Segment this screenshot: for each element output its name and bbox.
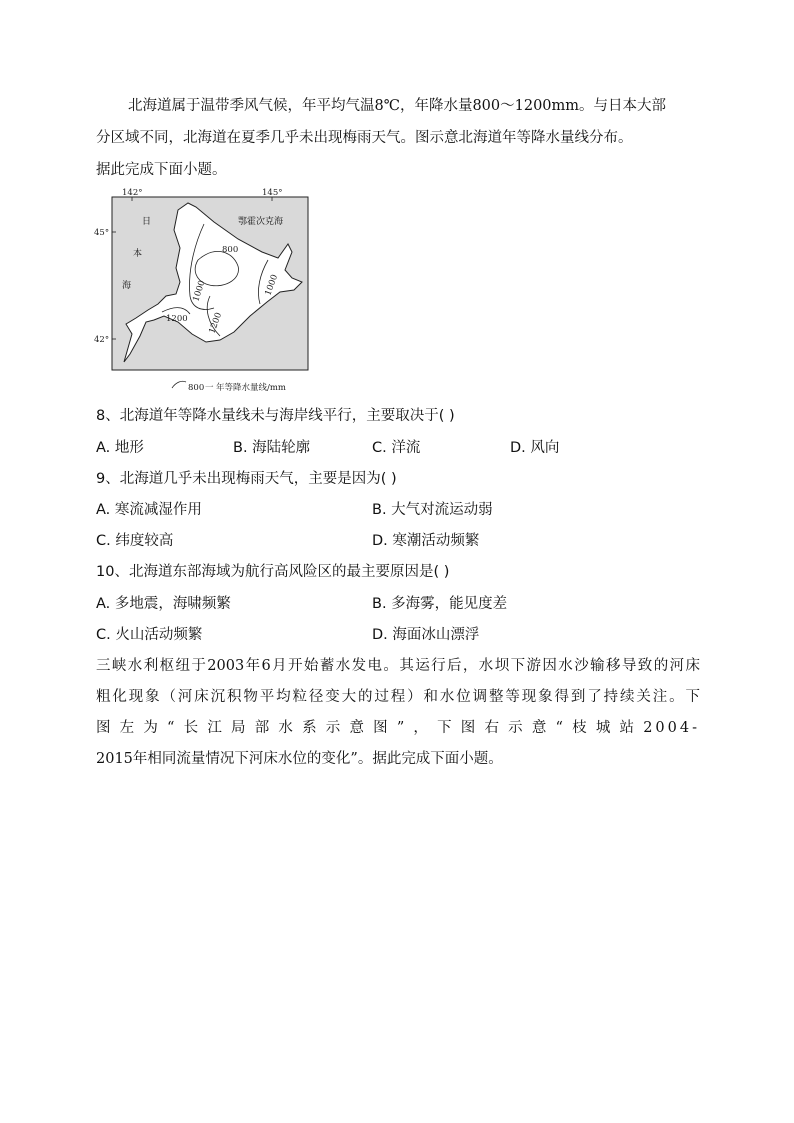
map-lat-label-45: 45° <box>94 228 110 238</box>
passage-1-line-2: 分区域不同，北海道在夏季几乎未出现梅雨天气。图示意北海道年等降水量线分布。 <box>96 130 633 146</box>
question-8-option-b[interactable]: B. 海陆轮廓 <box>233 440 311 456</box>
map-lon-label-142: 142° <box>122 188 143 198</box>
question-9-option-b[interactable]: B. 大气对流运动弱 <box>372 502 493 518</box>
legend-isoline-sample <box>172 381 186 388</box>
question-10-option-d[interactable]: D. 海面冰山漂浮 <box>372 627 480 643</box>
passage-2-line-1: 三峡水利枢纽于2003年6月开始蓄水发电。其运行后，水坝下游因水沙输移导致的河床 <box>96 658 700 674</box>
question-10-option-c[interactable]: C. 火山活动频繁 <box>96 627 203 643</box>
question-9-stem: 9、北海道几乎未出现梅雨天气，主要是因为( ) <box>96 471 397 487</box>
map-lon-label-145: 145° <box>262 188 283 198</box>
passage-2-line-3: 图左为“长江局部水系示意图”，下图右示意“枝城站2004- <box>96 720 700 736</box>
hokkaido-precipitation-map <box>92 184 332 396</box>
question-10-stem: 10、北海道东部海域为航行高风险区的最主要原因是( ) <box>96 564 450 580</box>
question-8-stem: 8、北海道年等降水量线未与海岸线平行，主要取决于( ) <box>96 408 455 424</box>
legend-value: 800 <box>188 383 205 393</box>
passage-1-line-1: 北海道属于温带季风气候，年平均气温8℃，年降水量800～1200mm。与日本大部 <box>128 98 667 114</box>
question-8-option-a[interactable]: A. 地形 <box>96 440 144 456</box>
passage-2-line-4: 2015年相同流量情况下河床水位的变化”。据此完成下面小题。 <box>96 751 503 767</box>
svg-text:一: 一 <box>205 383 214 393</box>
question-9-option-d[interactable]: D. 寒潮活动频繁 <box>372 533 480 549</box>
isoline-label-1000-west: 1000 <box>191 279 208 303</box>
question-8-option-c[interactable]: C. 洋流 <box>372 440 421 456</box>
question-10-option-a[interactable]: A. 多地震，海啸频繁 <box>96 596 231 612</box>
passage-2-line-2: 粗化现象（河床沉积物平均粒径变大的过程）和水位调整等现象得到了持续关注。下 <box>96 689 700 705</box>
isoline-label-1200-west: 1200 <box>166 314 188 324</box>
question-9-option-c[interactable]: C. 纬度较高 <box>96 533 174 549</box>
map-lat-label-42: 42° <box>94 335 110 345</box>
isoline-label-1200-south: 1200 <box>207 311 225 336</box>
sea-label-japan-2: 本 <box>133 249 143 259</box>
isoline-label-800: 800 <box>222 245 239 255</box>
legend-text: 年等降水量线/mm <box>216 383 286 393</box>
question-9-option-a[interactable]: A. 寒流减湿作用 <box>96 502 202 518</box>
isoline-label-1000-east: 1000 <box>263 273 281 298</box>
sea-label-japan-1: 日 <box>142 217 152 227</box>
question-8-option-d[interactable]: D. 风向 <box>510 440 560 456</box>
passage-1-line-3: 据此完成下面小题。 <box>96 162 227 178</box>
question-10-option-b[interactable]: B. 多海雾，能见度差 <box>372 596 508 612</box>
sea-label-okhotsk: 鄂霍次克海 <box>238 217 284 227</box>
sea-label-japan-3: 海 <box>122 281 132 291</box>
